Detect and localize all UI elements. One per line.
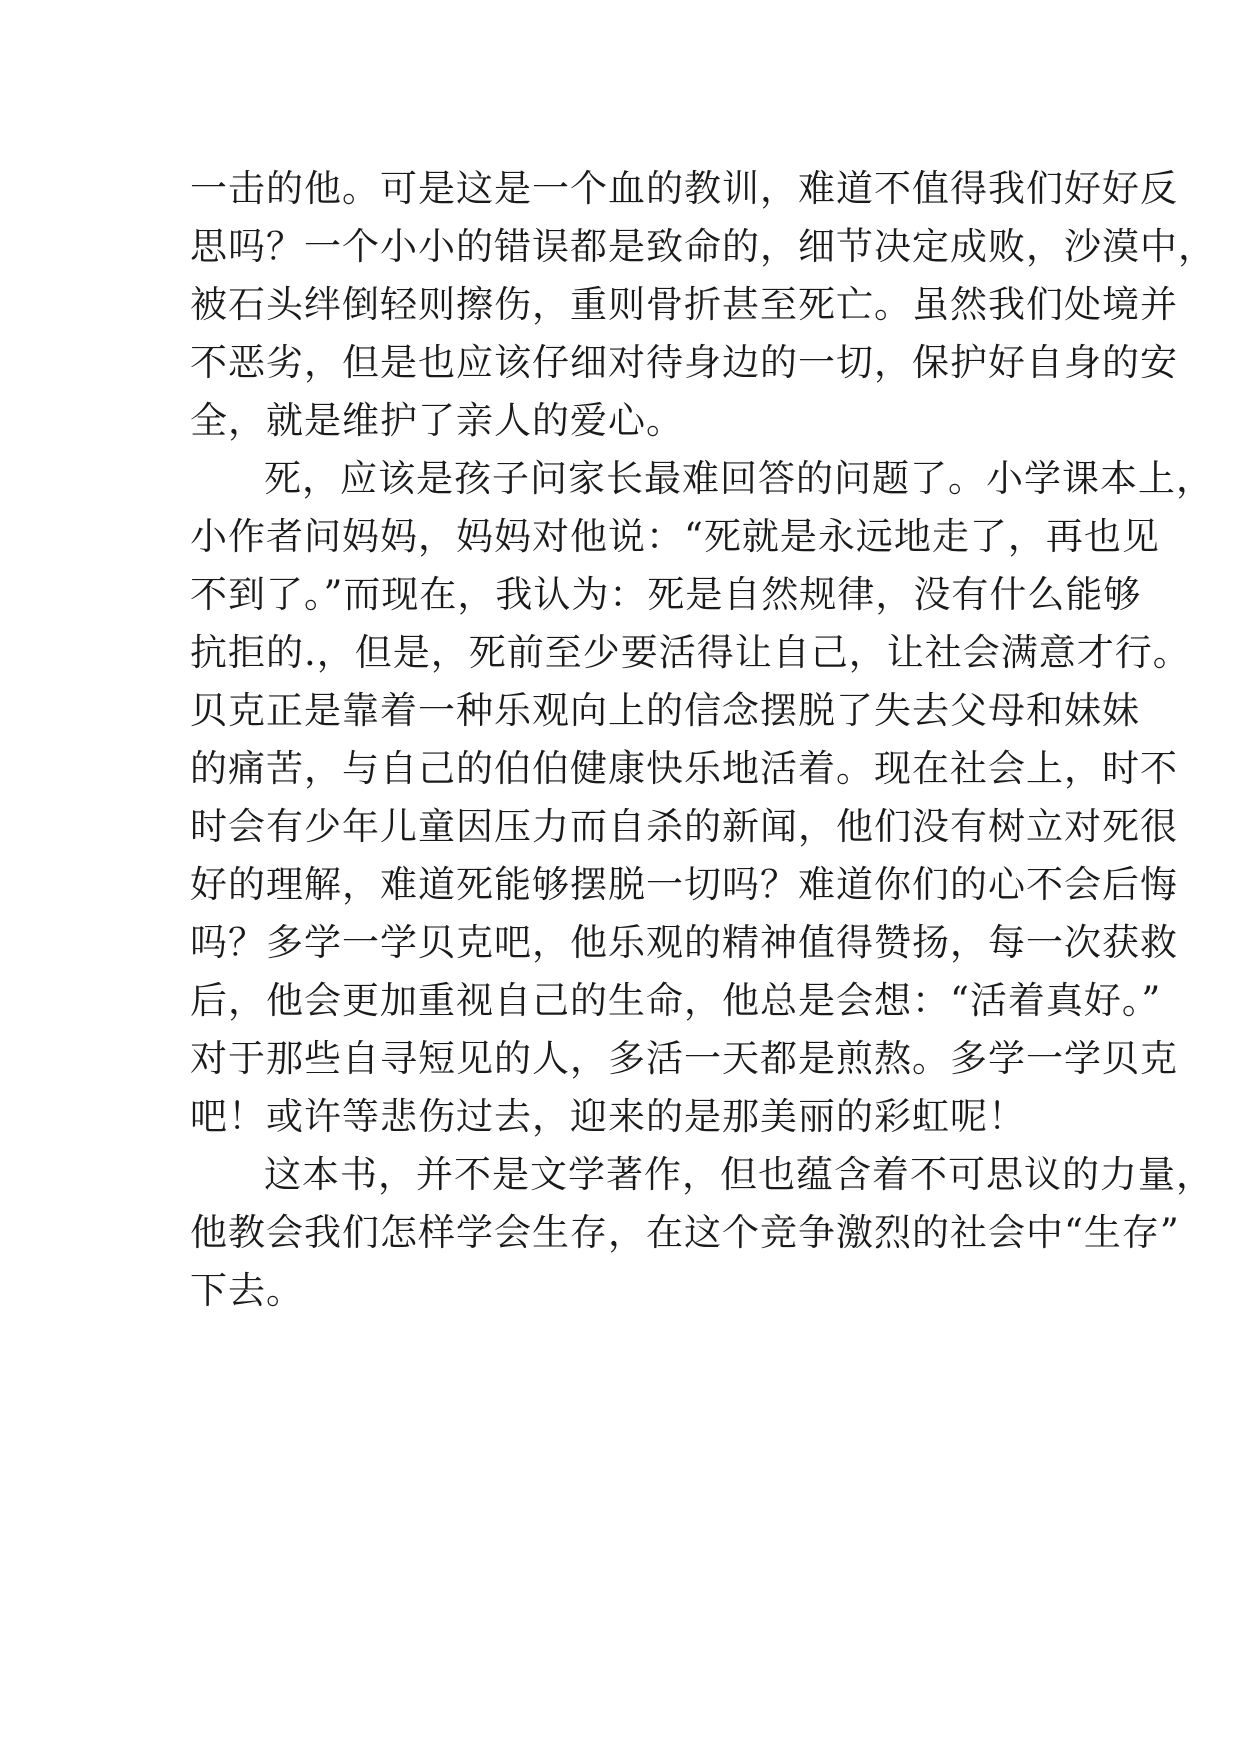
text-line: 吧！或许等悲伤过去，迎来的是那美丽的彩虹呢！ [190, 1095, 1026, 1138]
text-line: 后，他会更加重视自己的生命，他总是会想：“活着真好。” [190, 979, 1162, 1022]
paragraph-3 [190, 1146, 1214, 1320]
text-line: 时会有少年儿童因压力而自杀的新闻，他们没有树立对死很 [190, 805, 1178, 848]
document-body [190, 160, 1216, 1320]
text-line: 贝克正是靠着一种乐观向上的信念摆脱了失去父母和妹妹 [190, 689, 1140, 732]
text-line: 死，应该是孩子问家长最难回答的问题了。小学课本上， [264, 457, 1214, 500]
text-line: 这本书，并不是文学著作，但也蕴含着不可思议的力量， [264, 1153, 1214, 1196]
text-line: 全，就是维护了亲人的爱心。 [190, 399, 684, 442]
text-line: 的痛苦，与自己的伯伯健康快乐地活着。现在社会上，时不 [190, 747, 1178, 790]
text-line: 下去。 [190, 1269, 304, 1312]
text-line: 吗？多学一学贝克吧，他乐观的精神值得赞扬，每一次获救 [190, 921, 1178, 964]
text-line: 小作者问妈妈，妈妈对他说：“死就是永远地走了，再也见 [190, 515, 1160, 558]
text-line: 不恶劣，但是也应该仔细对待身边的一切，保护好自身的安 [190, 341, 1178, 384]
text-line: 他教会我们怎样学会生存，在这个竞争激烈的社会中“生存” [190, 1211, 1180, 1254]
text-line: 一击的他。可是这是一个血的教训，难道不值得我们好好反 [190, 167, 1178, 210]
text-line: 抗拒的.，但是，死前至少要活得让自己，让社会满意才行。 [190, 631, 1191, 674]
text-line: 不到了。”而现在，我认为：死是自然规律，没有什么能够 [190, 573, 1142, 616]
text-line: 思吗？一个小小的错误都是致命的，细节决定成败，沙漠中， [190, 225, 1216, 268]
text-line: 对于那些自寻短见的人，多活一天都是煎熬。多学一学贝克 [190, 1037, 1178, 1080]
text-line: 好的理解，难道死能够摆脱一切吗？难道你们的心不会后悔 [190, 863, 1178, 906]
paragraph-2 [190, 450, 1214, 1146]
paragraph-1 [190, 160, 1216, 450]
text-line: 被石头绊倒轻则擦伤，重则骨折甚至死亡。虽然我们处境并 [190, 283, 1178, 326]
